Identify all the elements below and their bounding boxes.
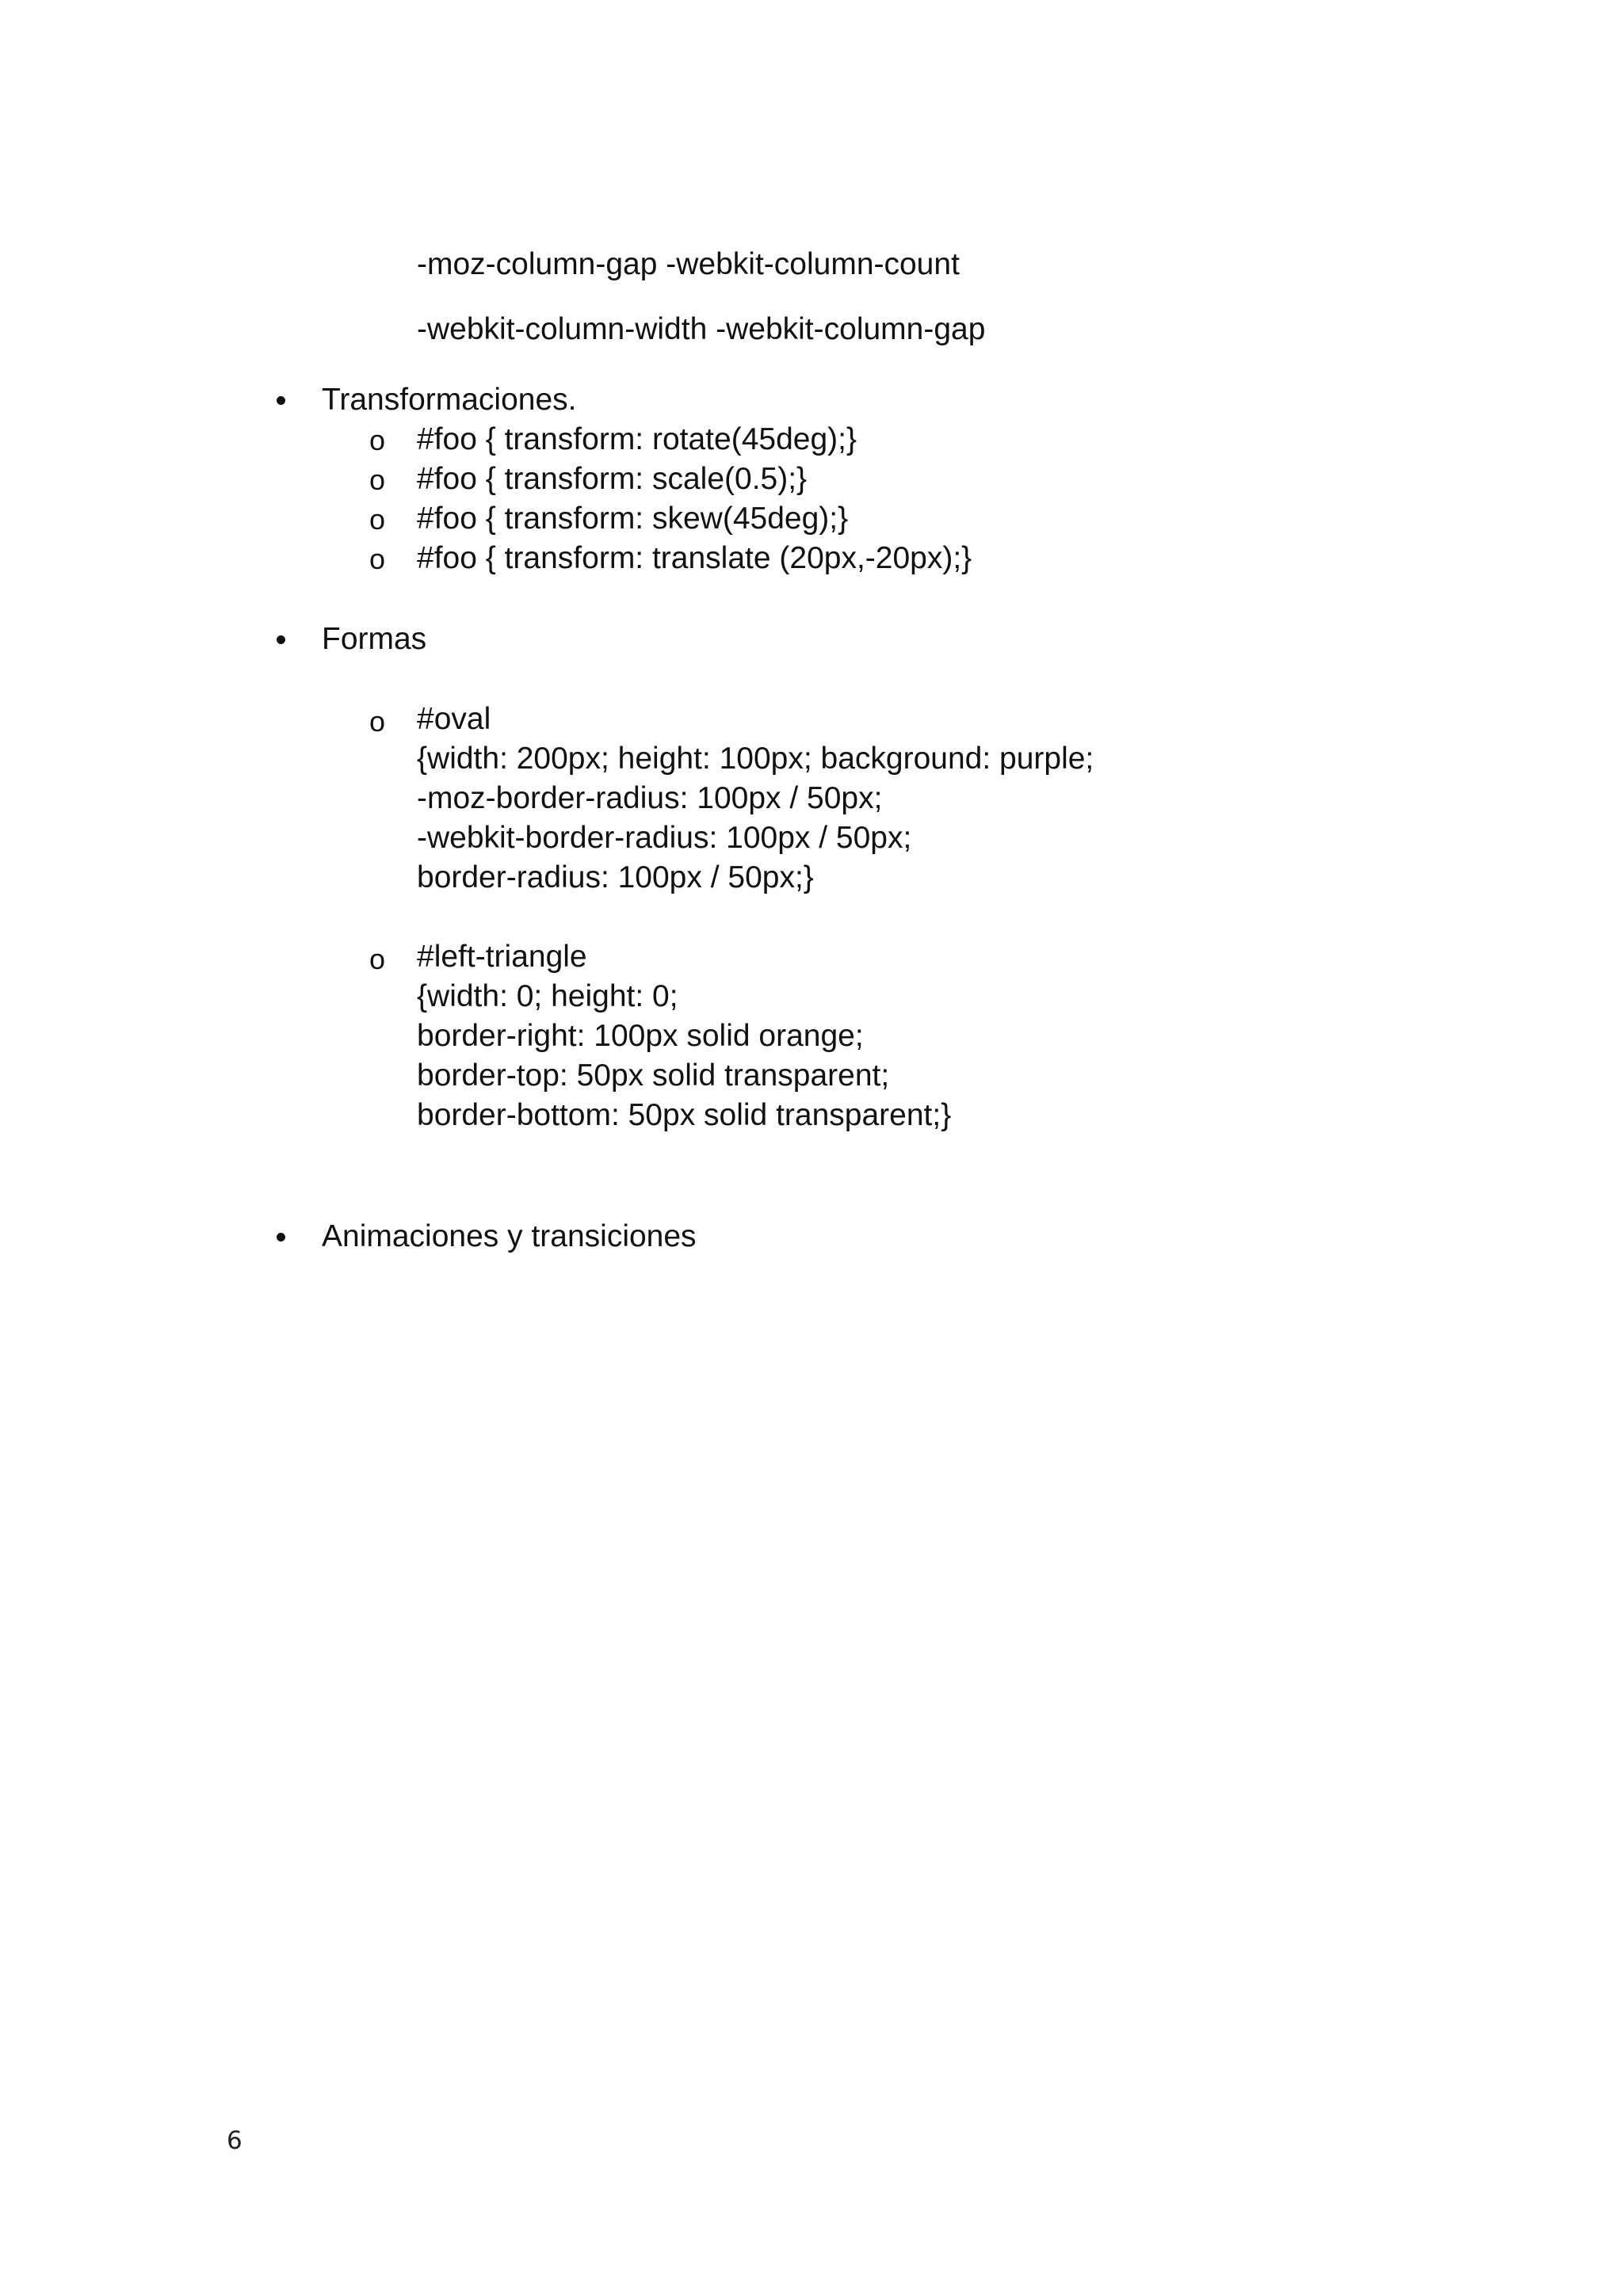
triangle-line: border-top: 50px solid transparent; [417, 1058, 890, 1093]
oval-line: -webkit-border-radius: 100px / 50px; [417, 821, 912, 855]
triangle-line: border-right: 100px solid orange; [417, 1019, 864, 1053]
section-title-transformaciones: Transformaciones. [322, 383, 577, 417]
oval-line: border-radius: 100px / 50px;} [417, 860, 814, 894]
continuation-line-2: -webkit-column-width -webkit-column-gap [417, 312, 986, 346]
triangle-line: {width: 0; height: 0; [417, 979, 678, 1013]
transform-item-skew: #foo { transform: skew(45deg);} [417, 502, 849, 536]
transform-item-scale: #foo { transform: scale(0.5);} [417, 462, 808, 496]
oval-line: {width: 200px; height: 100px; background: purple; [417, 742, 1094, 776]
sub-bullet-icon: o [369, 424, 386, 456]
sub-bullet-icon: o [369, 543, 386, 575]
triangle-line: border-bottom: 50px solid transparent;} [417, 1098, 952, 1132]
transform-item-rotate: #foo { transform: rotate(45deg);} [417, 422, 857, 456]
bullet-icon [277, 396, 285, 405]
oval-selector: #oval [417, 702, 491, 736]
section-title-animaciones: Animaciones y transiciones [322, 1219, 697, 1253]
bullet-icon [277, 1233, 285, 1241]
continuation-line-1: -moz-column-gap -webkit-column-count [417, 247, 960, 281]
oval-line: -moz-border-radius: 100px / 50px; [417, 781, 883, 815]
page-number: 6 [227, 2126, 242, 2155]
bullet-icon [277, 635, 285, 644]
sub-bullet-icon: o [369, 705, 386, 738]
sub-bullet-icon: o [369, 463, 386, 496]
transform-item-translate: #foo { transform: translate (20px,-20px);} [417, 541, 972, 575]
sub-bullet-icon: o [369, 503, 386, 536]
sub-bullet-icon: o [369, 943, 386, 975]
triangle-selector: #left-triangle [417, 940, 587, 974]
section-title-formas: Formas [322, 622, 427, 656]
